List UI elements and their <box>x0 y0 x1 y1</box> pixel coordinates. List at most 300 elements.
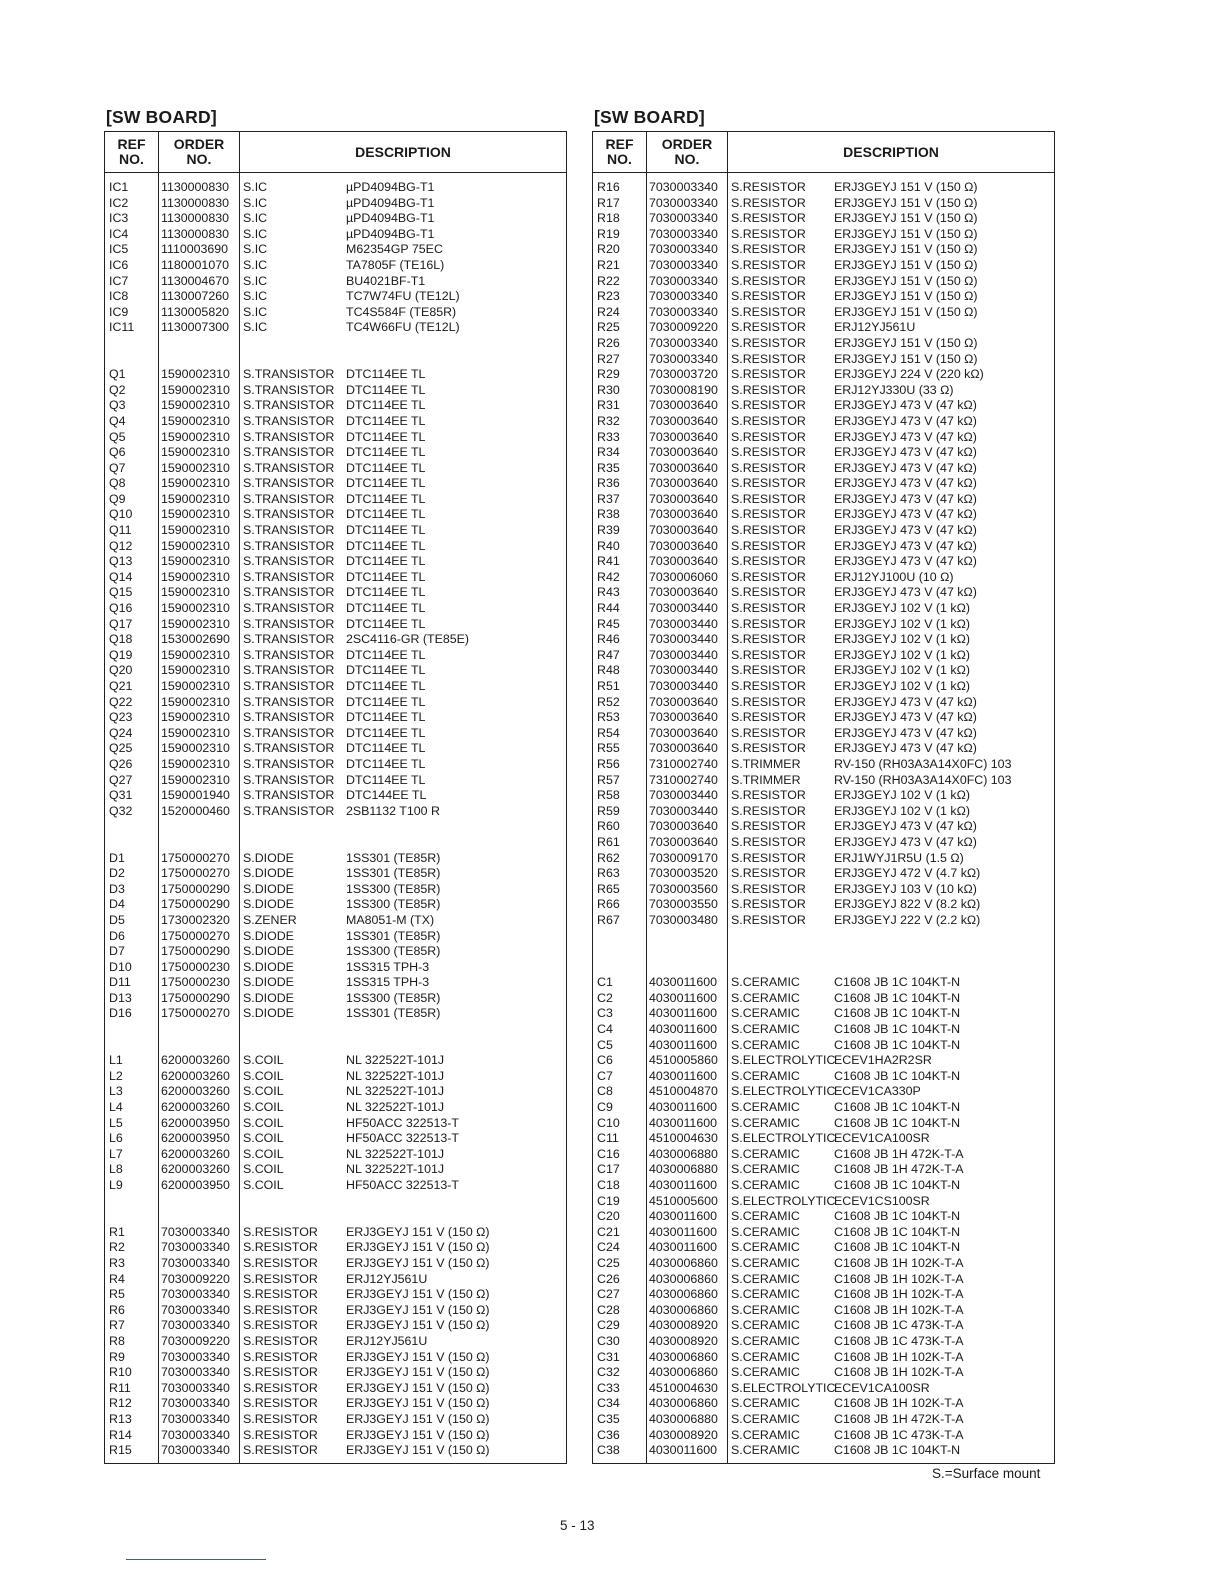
part-type-cell: S.CERAMIC <box>731 1287 800 1302</box>
table-row <box>105 1162 566 1178</box>
order-no-cell: 1750000270 <box>161 866 230 881</box>
order-no-cell: 1750000230 <box>161 959 230 974</box>
ref-no-cell: R16 <box>597 180 620 194</box>
table-row <box>105 944 566 960</box>
table-row <box>593 1131 1054 1147</box>
part-type-cell: S.DIODE <box>243 944 294 959</box>
ref-no-cell: IC4 <box>109 226 129 241</box>
order-no-cell: 7030003340 <box>161 1365 230 1380</box>
part-type-cell: S.IC <box>243 320 268 335</box>
ref-no-cell: R1 <box>109 1224 125 1239</box>
table-row <box>593 1053 1054 1069</box>
part-type-cell: S.RESISTOR <box>243 1380 318 1395</box>
order-no-cell: 7030003640 <box>649 507 718 522</box>
description-cell: ERJ3GEYJ 473 V (47 kΩ) <box>834 538 977 553</box>
description-cell: ERJ3GEYJ 151 V (150 Ω) <box>346 1318 490 1333</box>
order-no-cell: 4510005860 <box>649 1053 718 1068</box>
description-cell: NL 322522T-101J <box>346 1162 445 1177</box>
order-no-cell: 7030003640 <box>649 585 718 600</box>
description-cell: ERJ3GEYJ 102 V (1 kΩ) <box>834 616 970 631</box>
table-body <box>593 180 1054 1459</box>
ref-no-cell: Q20 <box>109 663 133 678</box>
part-type-cell: S.RESISTOR <box>731 320 806 335</box>
description-cell: RV-150 (RH03A3A14X0FC) 103 <box>834 772 1012 787</box>
ref-no-cell: R22 <box>597 273 620 288</box>
table-row <box>105 445 566 461</box>
ref-no-cell: R19 <box>597 226 620 241</box>
part-type-cell: S.CERAMIC <box>731 1255 800 1270</box>
ref-no-cell: IC11 <box>109 320 135 335</box>
table-row <box>593 1006 1054 1022</box>
part-type-cell: S.RESISTOR <box>243 1333 318 1348</box>
ref-no-cell: Q14 <box>109 569 133 584</box>
ref-no-label: REF NO. <box>117 136 146 167</box>
order-no-cell: 1590002310 <box>161 382 230 397</box>
part-type-cell: S.RESISTOR <box>243 1255 318 1270</box>
ref-no-cell: Q13 <box>109 554 133 569</box>
description-cell: ERJ3GEYJ 151 V (150 Ω) <box>346 1349 490 1364</box>
part-type-cell: S.RESISTOR <box>243 1396 318 1411</box>
part-type-cell: S.COIL <box>243 1084 284 1099</box>
order-no-cell: 6200003950 <box>161 1115 230 1130</box>
order-no-cell: 1130004670 <box>161 273 229 288</box>
order-no-cell: 4030011600 <box>649 1178 717 1192</box>
part-type-cell: S.CERAMIC <box>731 1396 800 1411</box>
part-type-cell: S.COIL <box>243 1146 284 1161</box>
table-row <box>105 804 566 820</box>
right-parts-table <box>592 131 1055 1464</box>
order-no-cell: 4030006860 <box>649 1365 718 1380</box>
ref-no-cell: C36 <box>597 1427 620 1442</box>
description-cell: NL 322522T-101J <box>346 1084 445 1099</box>
table-row <box>593 991 1054 1007</box>
table-row <box>105 835 566 851</box>
ref-no-cell: C8 <box>597 1084 613 1099</box>
part-type-cell: S.TRANSISTOR <box>243 476 335 491</box>
part-type-cell: S.TRANSISTOR <box>243 507 335 522</box>
description-cell: ERJ3GEYJ 151 V (150 Ω) <box>834 289 978 304</box>
table-row <box>105 741 566 757</box>
description-cell: 1SS301 (TE85R) <box>346 866 441 881</box>
part-type-cell: S.CERAMIC <box>731 1411 800 1426</box>
table-row <box>593 1381 1054 1397</box>
description-cell: µPD4094BG-T1 <box>346 195 435 210</box>
part-type-cell: S.CERAMIC <box>731 1146 800 1161</box>
description-cell: NL 322522T-101J <box>346 1068 445 1083</box>
table-row <box>593 1069 1054 1085</box>
ref-no-cell: L6 <box>109 1131 123 1146</box>
table-row <box>593 1147 1054 1163</box>
part-type-cell: S.TRANSISTOR <box>243 679 335 693</box>
part-type-cell: S.RESISTOR <box>731 273 806 288</box>
order-no-cell: 7030003340 <box>649 289 718 304</box>
table-row <box>105 352 566 368</box>
part-type-cell: S.TRANSISTOR <box>243 585 335 600</box>
table-row <box>593 975 1054 991</box>
table-row <box>593 788 1054 804</box>
part-type-cell: S.TRANSISTOR <box>243 741 335 756</box>
table-row <box>105 507 566 523</box>
order-no-cell: 1590002310 <box>161 429 230 444</box>
part-type-cell: S.CERAMIC <box>731 1318 800 1333</box>
part-type-cell: S.RESISTOR <box>731 569 806 584</box>
description-cell: DTC114EE TL <box>346 476 426 491</box>
part-type-cell: S.RESISTOR <box>731 850 806 865</box>
table-row <box>593 679 1054 695</box>
ref-no-cell: R37 <box>597 491 620 506</box>
ref-no-cell: D2 <box>109 866 125 881</box>
description-cell: ERJ3GEYJ 151 V (150 Ω) <box>834 335 978 350</box>
part-type-cell: S.ELECTROLYTIC <box>731 1084 836 1099</box>
description-cell: TC4W66FU (TE12L) <box>346 320 460 335</box>
surface-mount-note: S.=Surface mount <box>932 1466 1041 1481</box>
description-cell: ERJ3GEYJ 473 V (47 kΩ) <box>834 585 977 600</box>
description-cell: C1608 JB 1H 102K-T-A <box>834 1255 964 1270</box>
description-cell: µPD4094BG-T1 <box>346 180 435 194</box>
description-cell: 2SC4116-GR (TE85E) <box>346 632 470 647</box>
order-no-cell: 4030006860 <box>649 1255 718 1270</box>
ref-no-cell: Q4 <box>109 413 126 428</box>
part-type-cell: S.TRANSISTOR <box>243 756 335 771</box>
ref-no-cell: R3 <box>109 1255 125 1270</box>
description-cell: ERJ3GEYJ 151 V (150 Ω) <box>834 273 978 288</box>
order-no-cell: 1750000290 <box>161 944 230 959</box>
part-type-cell: S.TRANSISTOR <box>243 632 335 647</box>
description-cell: C1608 JB 1H 102K-T-A <box>834 1349 964 1364</box>
table-row <box>593 570 1054 586</box>
part-type-cell: S.TRIMMER <box>731 772 801 787</box>
part-type-cell: S.TRANSISTOR <box>243 772 335 787</box>
part-type-cell: S.RESISTOR <box>731 601 806 616</box>
table-row <box>593 819 1054 835</box>
ref-no-cell: Q15 <box>109 585 133 600</box>
ref-no-cell: Q27 <box>109 772 133 787</box>
part-type-cell: S.TRANSISTOR <box>243 445 335 460</box>
order-no-cell: 1750000270 <box>161 1006 230 1021</box>
description-cell: ERJ3GEYJ 473 V (47 kΩ) <box>834 523 977 538</box>
table-row <box>105 663 566 679</box>
description-cell: ERJ3GEYJ 473 V (47 kΩ) <box>834 741 977 756</box>
table-row <box>105 336 566 352</box>
order-no-cell: 7310002740 <box>649 772 718 787</box>
order-no-cell: 7030003340 <box>649 242 718 257</box>
description-cell: C1608 JB 1H 472K-T-A <box>834 1146 964 1161</box>
description-cell: ERJ3GEYJ 151 V (150 Ω) <box>834 195 978 210</box>
table-row <box>593 851 1054 867</box>
order-no-cell: 6200003950 <box>161 1178 230 1192</box>
ref-no-cell: Q10 <box>109 507 133 522</box>
description-cell: DTC114EE TL <box>346 367 426 382</box>
part-type-cell: S.ELECTROLYTIC <box>731 1053 836 1068</box>
part-type-cell: S.CERAMIC <box>731 1240 800 1255</box>
table-row <box>105 1147 566 1163</box>
order-no-cell: 1130000830 <box>161 180 229 194</box>
description-cell: C1608 JB 1H 102K-T-A <box>834 1365 964 1380</box>
part-type-cell: S.DIODE <box>243 959 294 974</box>
table-row <box>593 258 1054 274</box>
order-no-cell: 7030003480 <box>649 912 718 927</box>
order-no-cell: 4030011600 <box>649 1006 717 1021</box>
description-cell: M62354GP 75EC <box>346 242 443 257</box>
table-row <box>593 1038 1054 1054</box>
order-no-cell: 1180001070 <box>161 257 229 272</box>
description-cell: 1SS300 (TE85R) <box>346 881 441 896</box>
order-no-cell: 7030003640 <box>649 694 718 709</box>
ref-no-cell: Q1 <box>109 367 126 382</box>
table-row <box>593 944 1054 960</box>
description-cell: ERJ12YJ561U <box>834 320 916 335</box>
table-row <box>593 1396 1054 1412</box>
part-type-cell: S.CERAMIC <box>731 1115 800 1130</box>
ref-no-cell: Q7 <box>109 460 126 475</box>
ref-no-cell: R60 <box>597 819 620 834</box>
table-row <box>105 897 566 913</box>
ref-no-cell: D3 <box>109 881 125 896</box>
table-row <box>593 320 1054 336</box>
ref-no-cell: D13 <box>109 990 132 1005</box>
ref-no-cell: Q3 <box>109 398 126 413</box>
part-type-cell: S.RESISTOR <box>731 679 806 693</box>
part-type-cell: S.ELECTROLYTIC <box>731 1380 836 1395</box>
order-no-cell: 7030003340 <box>649 226 718 241</box>
part-type-cell: S.RESISTOR <box>731 180 806 194</box>
order-no-cell: 7030003340 <box>161 1224 230 1239</box>
ref-no-label: REF NO. <box>605 136 634 167</box>
description-cell: DTC114EE TL <box>346 585 426 600</box>
table-row <box>105 726 566 742</box>
description-cell: ERJ3GEYJ 473 V (47 kΩ) <box>834 445 977 460</box>
ref-no-cell: D5 <box>109 912 125 927</box>
order-no-cell: 7030003340 <box>649 351 718 366</box>
ref-no-cell: D1 <box>109 850 125 865</box>
part-type-cell: S.TRANSISTOR <box>243 429 335 444</box>
ref-no-cell: R10 <box>109 1365 132 1380</box>
table-row <box>593 336 1054 352</box>
order-no-cell: 4030011600 <box>649 1022 717 1037</box>
ref-no-cell: R47 <box>597 647 620 662</box>
table-row <box>105 1287 566 1303</box>
order-no-cell: 4030006880 <box>649 1411 718 1426</box>
ref-no-cell: Q12 <box>109 538 133 553</box>
right-section-title: [SW BOARD] <box>594 107 705 127</box>
table-row <box>105 679 566 695</box>
order-no-cell: 4510004870 <box>649 1084 718 1099</box>
description-cell: DTC114EE TL <box>346 445 426 460</box>
ref-no-cell: L8 <box>109 1162 123 1177</box>
order-no-cell: 6200003260 <box>161 1053 230 1068</box>
part-type-cell: S.RESISTOR <box>731 725 806 740</box>
part-type-cell: S.RESISTOR <box>731 881 806 896</box>
table-row <box>593 835 1054 851</box>
order-no-cell: 4030006880 <box>649 1162 718 1177</box>
table-row <box>105 1303 566 1319</box>
order-no-cell: 1750000270 <box>161 850 230 865</box>
description-cell: ERJ3GEYJ 151 V (150 Ω) <box>346 1380 490 1395</box>
order-no-cell: 6200003260 <box>161 1084 230 1099</box>
order-no-cell: 1130000830 <box>161 195 229 210</box>
ref-no-cell: R65 <box>597 881 620 896</box>
description-cell: DTC114EE TL <box>346 413 426 428</box>
order-no-cell: 1530002690 <box>161 632 230 647</box>
ref-no-cell: R33 <box>597 429 620 444</box>
part-type-cell: S.CERAMIC <box>731 1209 800 1224</box>
part-type-cell: S.CERAMIC <box>731 1178 800 1192</box>
table-row <box>105 1131 566 1147</box>
order-no-cell: 4030011600 <box>649 1115 717 1130</box>
description-cell: DTC114EE TL <box>346 663 426 678</box>
order-no-cell: 4030011600 <box>649 1443 717 1458</box>
ref-no-cell: IC5 <box>109 242 129 257</box>
order-no-cell: 1590002310 <box>161 491 230 506</box>
part-type-cell: S.CERAMIC <box>731 990 800 1005</box>
order-no-cell: 1130007300 <box>161 320 229 335</box>
table-row <box>105 866 566 882</box>
description-cell: µPD4094BG-T1 <box>346 226 435 241</box>
part-type-cell: S.CERAMIC <box>731 1333 800 1348</box>
ref-no-cell: R67 <box>597 912 620 927</box>
order-no-cell: 7030003340 <box>161 1302 230 1317</box>
ref-no-cell: C7 <box>597 1068 613 1083</box>
ref-no-cell: C6 <box>597 1053 613 1068</box>
ref-no-cell: C27 <box>597 1287 620 1302</box>
description-cell: DTC114EE TL <box>346 741 426 756</box>
order-no-cell: 7030003640 <box>649 429 718 444</box>
table-row <box>105 1006 566 1022</box>
ref-no-cell: R4 <box>109 1271 125 1286</box>
part-type-cell: S.CERAMIC <box>731 1302 800 1317</box>
table-row <box>593 648 1054 664</box>
ref-no-cell: L4 <box>109 1100 123 1115</box>
ref-no-cell: R52 <box>597 694 620 709</box>
description-cell: C1608 JB 1H 472K-T-A <box>834 1162 964 1177</box>
table-row <box>105 1084 566 1100</box>
description-cell: DTC114EE TL <box>346 756 426 771</box>
description-cell: ERJ3GEYJ 151 V (150 Ω) <box>834 257 978 272</box>
description-cell: DTC144EE TL <box>346 788 427 803</box>
description-cell: C1608 JB 1H 102K-T-A <box>834 1396 964 1411</box>
table-row <box>105 1318 566 1334</box>
part-type-cell: S.RESISTOR <box>243 1224 318 1239</box>
description-cell: ERJ3GEYJ 151 V (150 Ω) <box>834 180 978 194</box>
description-cell: ERJ3GEYJ 151 V (150 Ω) <box>346 1411 490 1426</box>
ref-no-cell: C30 <box>597 1333 620 1348</box>
part-type-cell: S.TRANSISTOR <box>243 616 335 631</box>
ref-no-cell: C33 <box>597 1380 620 1395</box>
table-row <box>593 180 1054 196</box>
part-type-cell: S.IC <box>243 180 268 194</box>
order-no-cell: 7030009220 <box>161 1333 230 1348</box>
ref-no-cell: L5 <box>109 1115 123 1130</box>
ref-no-cell: R13 <box>109 1411 132 1426</box>
ref-no-header <box>105 132 158 172</box>
order-no-cell: 7030003340 <box>649 211 718 226</box>
description-cell: 1SS300 (TE85R) <box>346 897 441 912</box>
order-no-cell: 1590002310 <box>161 413 230 428</box>
part-type-cell: S.RESISTOR <box>731 710 806 725</box>
table-row <box>105 430 566 446</box>
part-type-cell: S.RESISTOR <box>731 445 806 460</box>
table-row <box>593 1240 1054 1256</box>
table-row <box>105 757 566 773</box>
table-row <box>105 398 566 414</box>
order-no-cell: 1590002310 <box>161 538 230 553</box>
description-cell: C1608 JB 1C 104KT-N <box>834 1209 961 1224</box>
table-row <box>593 383 1054 399</box>
table-row <box>593 242 1054 258</box>
description-cell: ECEV1HA2R2SR <box>834 1053 932 1068</box>
order-no-cell: 4030011600 <box>649 1068 717 1083</box>
ref-no-cell: Q18 <box>109 632 133 647</box>
ref-no-cell: D7 <box>109 944 125 959</box>
description-cell: C1608 JB 1C 473K-T-A <box>834 1427 964 1442</box>
part-type-cell: S.COIL <box>243 1053 284 1068</box>
part-type-cell: S.RESISTOR <box>731 694 806 709</box>
table-row <box>105 492 566 508</box>
description-cell: C1608 JB 1C 104KT-N <box>834 1443 961 1458</box>
ref-no-cell: R27 <box>597 351 620 366</box>
ref-no-cell: C18 <box>597 1178 620 1192</box>
order-no-cell: 4030006860 <box>649 1287 718 1302</box>
ref-no-cell: D10 <box>109 959 132 974</box>
description-cell: C1608 JB 1C 104KT-N <box>834 990 961 1005</box>
ref-no-cell: C20 <box>597 1209 620 1224</box>
ref-no-cell: R12 <box>109 1396 132 1411</box>
description-cell: DTC114EE TL <box>346 601 426 616</box>
part-type-cell: S.RESISTOR <box>731 803 806 818</box>
description-cell: HF50ACC 322513-T <box>346 1178 459 1192</box>
description-cell: DTC114EE TL <box>346 507 426 522</box>
description-cell: ERJ3GEYJ 102 V (1 kΩ) <box>834 788 970 803</box>
table-row <box>593 882 1054 898</box>
order-no-cell: 1590002310 <box>161 460 230 475</box>
order-no-cell: 1590001940 <box>161 788 230 803</box>
part-type-cell: S.RESISTOR <box>731 304 806 319</box>
table-row <box>593 227 1054 243</box>
description-cell: C1608 JB 1C 104KT-N <box>834 1100 961 1115</box>
order-no-cell: 1130000830 <box>161 211 229 226</box>
table-row <box>105 242 566 258</box>
description-cell: NL 322522T-101J <box>346 1053 445 1068</box>
table-row <box>593 726 1054 742</box>
ref-no-cell: C34 <box>597 1396 620 1411</box>
order-no-header <box>646 132 728 172</box>
description-cell: TA7805F (TE16L) <box>346 257 445 272</box>
order-no-label: ORDER NO. <box>173 136 225 167</box>
order-no-cell: 7030003640 <box>649 554 718 569</box>
order-no-cell: 1750000230 <box>161 975 230 990</box>
ref-no-cell: R57 <box>597 772 620 787</box>
part-type-cell: S.RESISTOR <box>731 429 806 444</box>
order-no-cell: 7030003340 <box>649 304 718 319</box>
description-cell: ERJ3GEYJ 151 V (150 Ω) <box>834 211 978 226</box>
part-type-cell: S.TRANSISTOR <box>243 538 335 553</box>
table-row <box>105 554 566 570</box>
ref-no-cell: C25 <box>597 1255 620 1270</box>
order-no-cell: 7030003340 <box>649 195 718 210</box>
order-no-cell: 7030003440 <box>649 663 718 678</box>
order-no-cell: 7030003340 <box>649 257 718 272</box>
table-row <box>593 196 1054 212</box>
ref-no-cell: IC7 <box>109 273 129 288</box>
description-cell: NL 322522T-101J <box>346 1146 445 1161</box>
part-type-cell: S.RESISTOR <box>731 616 806 631</box>
order-no-cell: 1590002310 <box>161 398 230 413</box>
table-row <box>593 866 1054 882</box>
table-row <box>593 211 1054 227</box>
description-cell: C1608 JB 1C 104KT-N <box>834 975 961 990</box>
ref-no-cell: R20 <box>597 242 620 257</box>
ref-no-cell: R62 <box>597 850 620 865</box>
